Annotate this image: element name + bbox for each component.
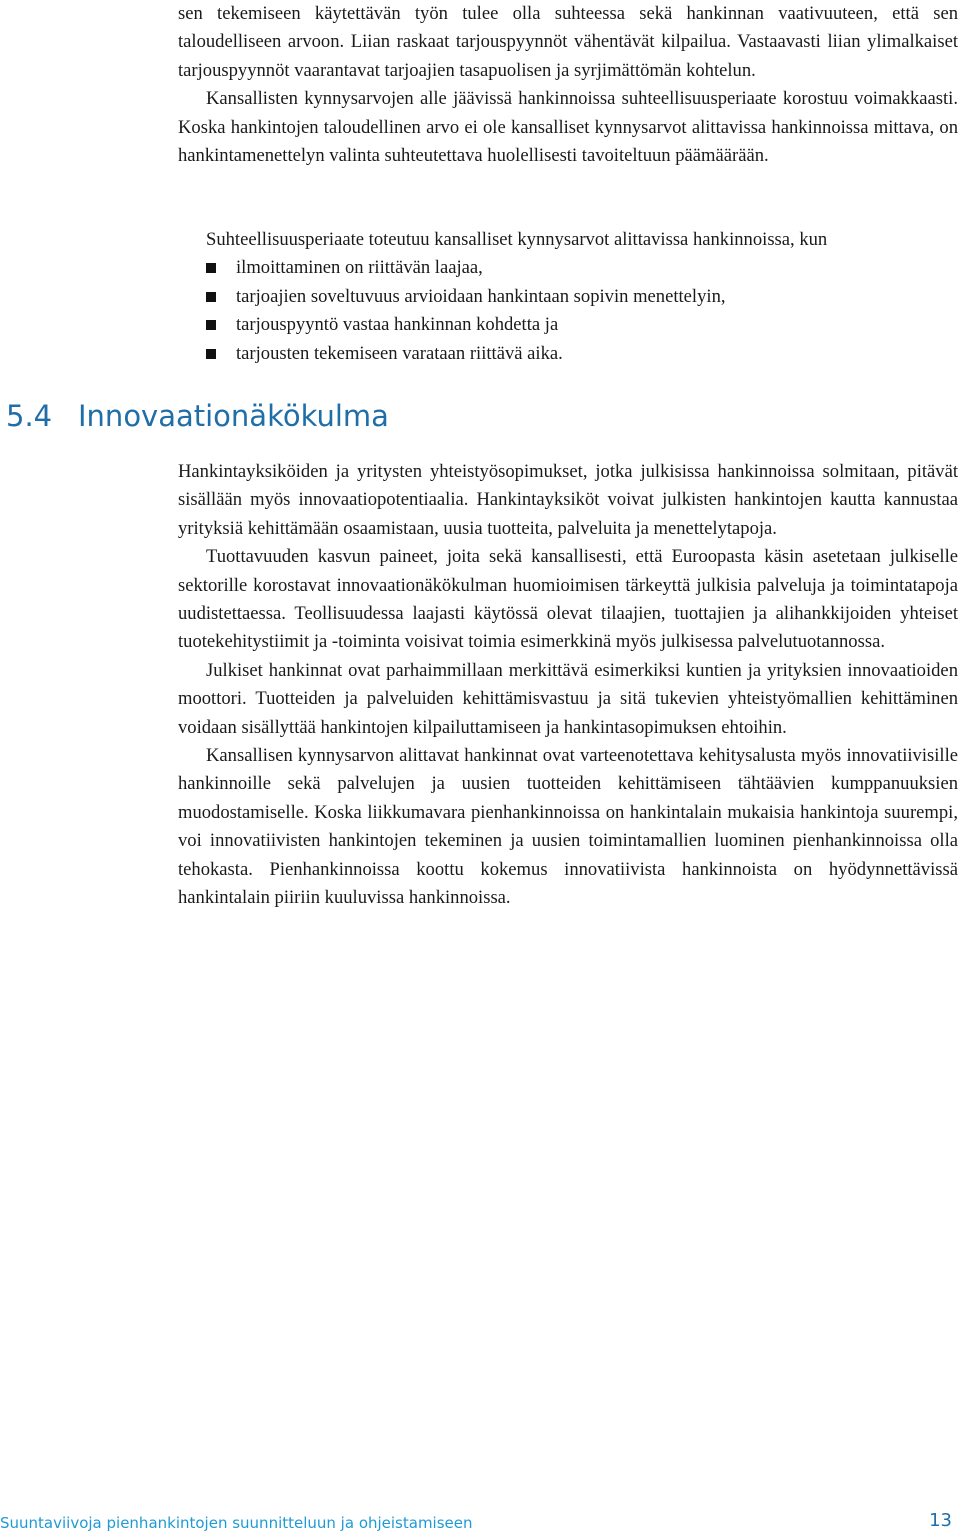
paragraph-cooperation: Hankintayksiköiden ja yritysten yhteistyösopimukset, jotka julkisissa hankinnoissa solmitaan, pitävät sisällään myös innovaatiopotentiaalia. Hankintayksiköt voivat julkisten hankintojen kautta kannustaa yrityksiä kehittämään osaamistaan, uusia tuotteita, palveluita ja menettelytapoja. [178,461,958,539]
list-item-text: tarjousten tekemiseen varataan riittävä aika. [236,342,563,364]
paragraph-continuation: sen tekemiseen käytettävän työn tulee olla suhteessa sekä hankinnan vaativuuteen, että sen taloudelliseen arvoon. Liian raskaat tarjouspyynnöt vähentävät kilpailua. Vastaavasti liian ylimalkaiset tarjouspyynnöt vaarantavat tarjoajien tasapuolisen ja syrjimättömän kohtelun. [178,3,958,81]
paragraph-productivity: Tuottavuuden kasvun paineet, joita sekä kansallisesti, että Euroopasta käsin asetetaan julkiselle sektorille korostavat innovaationäkökulman huomioimisen tärkeyttä julkisia palveluja ja toimintatapoja uudistettaessa. Teollisuudessa laajasti käytössä olevat tilaajien, tuottajien ja alihankkijoiden yhteiset tuotekehitystiimit ja -toiminta voisivat toimia esimerkkinä myös julkisessa palvelutuotannossa. [178,546,958,653]
list-item-text: ilmoittaminen on riittävän laajaa, [236,257,483,279]
section-title: Innovaationäkökulma [78,399,389,433]
list-item-text: tarjouspyyntö vastaa hankinnan kohdetta ja [236,314,559,336]
list-item [206,254,958,282]
square-bullet-icon [206,320,216,330]
paragraph-thresholds: Kansallisten kynnysarvojen alle jäävissä hankinnoissa suhteellisuusperiaate korostuu voimakkaasti. Koska hankintojen taloudellinen arvo ei ole kansalliset kynnysarvot alittavissa hankinnoissa mittava, on hankintamenettelyn valinta suhteutettava huolellisesti tavoiteltuun päämäärään. [178,88,958,167]
page-number: 13 [929,1510,952,1531]
list-item [206,311,958,339]
page-footer [0,1512,960,1536]
footer-title: Suuntaviivoja pienhankintojen suunnitteluun ja ohjeistamiseen [0,1514,473,1532]
list-item-text: tarjoajien soveltuvuus arvioidaan hankintaan sopivin menettelyin, [236,285,726,307]
section-heading [6,394,389,438]
list-item [206,283,958,311]
main-text-block [178,458,958,913]
paragraph-small-procurements: Kansallisen kynnysarvon alittavat hankinnat ovat varteenotettava kehitysalusta myös innovatiivisille hankinnoille sekä palvelujen ja uusien tuotteiden kehittämiseen tähtäävien kumppanuuksien muodostamiselle. Koska liikkumavara pienhankinnoissa on hankintalain mukaisia hankintoja suurempi, voi innovatiivisten hankintojen tekeminen ja uusien toimintamallien luominen pienhankinnoissa olla tehokasta. Pienhankinnoissa koottu kokemus innovatiivista hankinnoista on hyödynnettävissä hankintalain piiriin kuuluvissa hankinnoissa. [178,745,958,909]
top-text-block [178,0,958,170]
list-item [206,340,958,368]
square-bullet-icon [206,263,216,273]
section-number: 5.4 [6,399,53,433]
square-bullet-icon [206,349,216,359]
paragraph-public-procurement: Julkiset hankinnat ovat parhaimmillaan merkittävä esimerkiksi kuntien ja yrityksien innovaatioiden moottori. Tuotteiden ja palveluiden kehittämisvastuu ja sitä tukevien yhteistyömallien kehittäminen voidaan sisällyttää hankintojen kilpailuttamiseen ja hankintasopimuksen ehtoihin. [178,659,958,738]
bullet-intro: Suhteellisuusperiaate toteutuu kansalliset kynnysarvot alittavissa hankinnoissa, kun [206,229,828,250]
bullet-section [178,226,958,368]
square-bullet-icon [206,292,216,302]
bullet-list [178,254,958,368]
